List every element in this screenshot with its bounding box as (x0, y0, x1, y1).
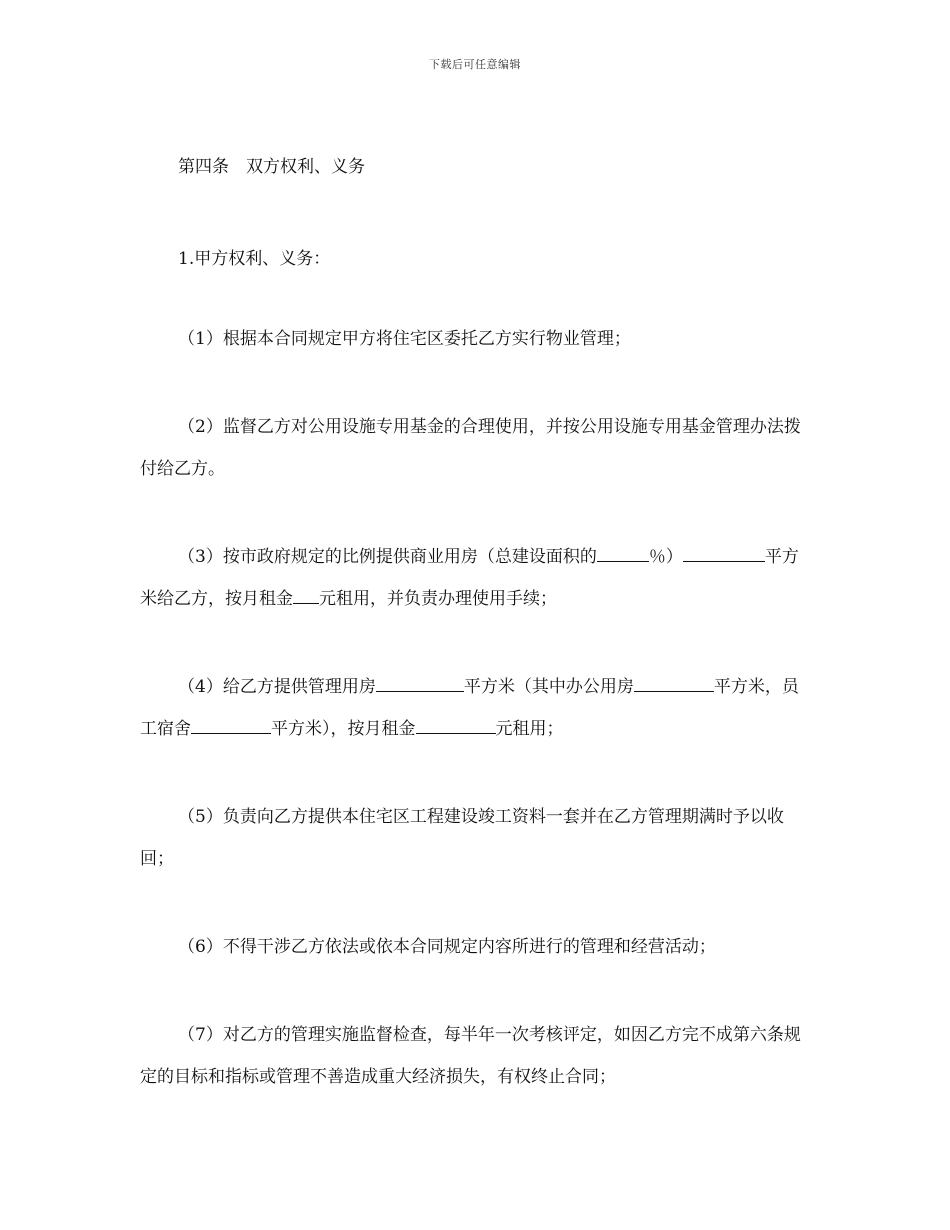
document-body (140, 154, 810, 1098)
page-header: 下载后可任意编辑 (429, 58, 521, 71)
clause-4 (140, 666, 810, 750)
blank-dorm-area (191, 715, 271, 734)
clause-6: （6）不得干涉乙方依法或依本合同规定内容所进行的管理和经营活动； (178, 937, 716, 957)
section-title: 1.甲方权利、义务： (178, 249, 331, 269)
clause-4-part-c: 平方米，员工宿舍 (140, 677, 799, 739)
clause-4-part-d: 平方米），按月租金 (271, 719, 416, 739)
clause-3-part-a: （3）按市政府规定的比例提供商业用房（总建设面积的 (178, 547, 597, 567)
clause-3-part-c: 平方米给乙方，按月租金 (140, 547, 799, 609)
clause-4-part-e: 元租用； (495, 719, 564, 739)
clause-4-part-a: （4）给乙方提供管理用房 (178, 677, 376, 697)
blank-monthly-rent (416, 715, 496, 734)
clause-3-part-b: ％） (648, 547, 683, 567)
clause-2: （2）监督乙方对公用设施专用基金的合理使用，并按公用设施专用基金管理办法拨付给乙方。 (140, 417, 801, 479)
clause-7: （7）对乙方的管理实施监督检查，每半年一次考核评定，如因乙方完不成第六条规定的目标和指标或管理不善造成重大经济损失，有权终止合同； (140, 1025, 801, 1087)
clause-4-part-b: 平方米（其中办公用房 (463, 677, 634, 697)
blank-management-area (376, 673, 464, 692)
clause-1: （1）根据本合同规定甲方将住宅区委托乙方实行物业管理； (178, 329, 631, 349)
article-title: 第四条 双方权利、义务 (178, 157, 365, 177)
blank-area (683, 543, 765, 562)
clause-3-part-d: 元租用，并负责办理使用手续； (319, 589, 557, 609)
blank-office-area (634, 673, 714, 692)
blank-rent (293, 585, 319, 604)
clause-3 (140, 536, 810, 620)
clause-5: （5）负责向乙方提供本住宅区工程建设竣工资料一套并在乙方管理期满时予以收回； (140, 807, 784, 869)
blank-percent (597, 543, 649, 562)
